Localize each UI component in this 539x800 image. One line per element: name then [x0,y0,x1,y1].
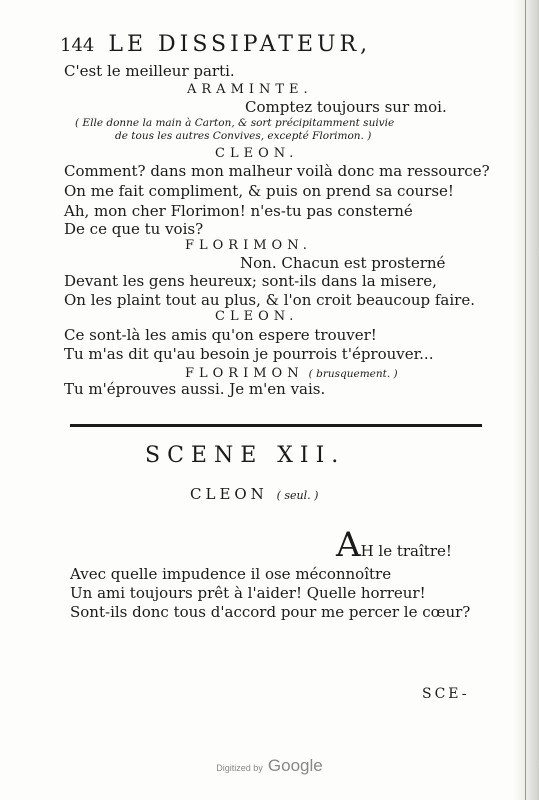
verse-line: Ce sont-là les amis qu'on espere trouver! [64,326,377,344]
page-binding-edge [513,0,539,800]
verse-line: Non. Chacun est prosterné [240,254,446,272]
verse-line: Tu m'éprouves aussi. Je m'en vais. [64,380,326,398]
verse-line: Comptez toujours sur moi. [245,98,447,116]
speaker-name: CLEON. [215,309,299,324]
verse-line: C'est le meilleur parti. [64,62,235,80]
stage-direction: ( Elle donne la main à Carton, & sort précipitamment suivie [75,117,395,129]
verse-line: Un ami toujours prêt à l'aider! Quelle horreur! [70,584,426,602]
verse-line: Ah, mon cher Florimon! n'es-tu pas consterné [64,202,413,220]
scene-title: SCENE XII. [145,443,346,468]
stage-direction: ( seul. ) [276,489,319,502]
verse-line: Devant les gens heureux; sont-ils dans la misere, [64,272,437,290]
first-verse-line [336,525,452,565]
verse-line: Comment? dans mon malheur voilà donc ma ressource? [64,162,490,180]
digitized-by-label: Digitized by [216,763,263,773]
verse-line: Sont-ils donc tous d'accord pour me percer le cœur? [70,603,471,621]
stage-direction: de tous les autres Convives, excepté Florimon. ) [115,130,372,142]
drop-cap: A [336,525,361,565]
verse-line: Avec quelle impudence il ose méconnoître [70,565,392,583]
speaker-name: CLEON. [215,146,299,161]
digitization-watermark [0,756,539,776]
page-number: 144 [60,35,95,56]
verse-line: Tu m'as dit qu'au besoin je pourrois t'éprouver... [64,345,434,363]
verse-line: De ce que tu vois? [64,220,204,238]
stage-direction: ( brusquement. ) [308,368,398,380]
running-title: LE DISSIPATEUR, [108,32,372,57]
speaker-with-direction [185,362,398,381]
speaker-name: FLORIMON [185,366,304,381]
section-rule [70,424,482,427]
catchword: SCE- [422,686,470,702]
verse-text: H le traître! [360,542,452,560]
speaker-name: ARAMINTE. [187,82,313,97]
speaker-name: FLORIMON. [185,238,312,253]
verse-line: On les plaint tout au plus, & l'on croit beaucoup faire. [64,291,475,309]
scene-speaker [190,485,318,503]
google-logo: Google [267,756,323,775]
running-header [60,32,371,57]
speaker-name: CLEON [190,485,268,503]
verse-line: On me fait compliment, & puis on prend sa course! [64,182,454,200]
